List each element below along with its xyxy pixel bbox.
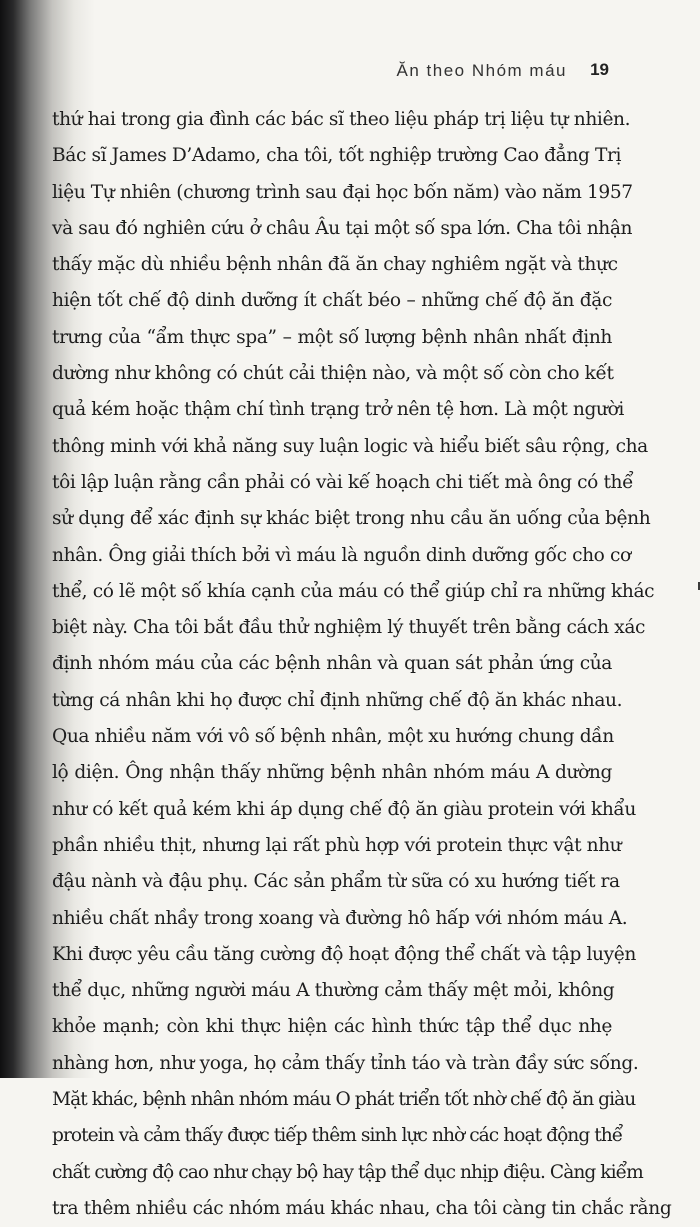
text-line: thể dục, những người máu A thường cảm thấy mệt mỏi, không xyxy=(52,980,615,1002)
text-line: thông minh với khả năng suy luận logic và hiểu biết sâu rộng, cha xyxy=(52,435,648,457)
text-line: quả kém hoặc thậm chí tình trạng trở nên tệ hơn. Là một người xyxy=(52,399,624,421)
text-line: định nhóm máu của các bệnh nhân và quan sát phản ứng của xyxy=(52,653,612,675)
text-line: biệt này. Cha tôi bắt đầu thử nghiệm lý thuyết trên bằng cách xác xyxy=(52,617,646,639)
text-line: trưng của “ẩm thực spa” – một số lượng bệnh nhân nhất định xyxy=(52,326,612,348)
text-line: thứ hai trong gia đình các bác sĩ theo liệu pháp trị liệu tự nhiên. xyxy=(52,109,631,130)
text-line: nhân. Ông giải thích bởi vì máu là nguồn dinh dưỡng gốc cho cơ xyxy=(52,544,631,566)
page-header xyxy=(0,58,700,86)
text-line: hiện tốt chế độ dinh dưỡng ít chất béo – những chế độ ăn đặc xyxy=(52,290,612,312)
text-line: đậu nành và đậu phụ. Các sản phẩm từ sữa có xu hướng tiết ra xyxy=(52,871,620,893)
text-line: lộ diện. Ông nhận thấy những bệnh nhân nhóm máu A dường xyxy=(52,762,612,784)
text-line: thể, có lẽ một số khía cạnh của máu có thể giúp chỉ ra những khác xyxy=(52,580,655,602)
text-line: từng cá nhân khi họ được chỉ định những chế độ ăn khác nhau. xyxy=(52,689,623,711)
text-line: tôi lập luận rằng cần phải có vài kế hoạch chi tiết mà ông có thể xyxy=(52,471,634,493)
text-line: Qua nhiều năm với vô số bệnh nhân, một xu hướng chung dần xyxy=(52,726,614,748)
text-line: nhiều chất nhầy trong xoang và đường hô hấp với nhóm máu A. xyxy=(52,907,628,929)
text-line: Mặt khác, bệnh nhân nhóm máu O phát triển tốt nhờ chế độ ăn giàu xyxy=(52,1089,636,1111)
text-line: tra thêm nhiều các nhóm máu khác nhau, cha tôi càng tin chắc rằng xyxy=(52,1197,672,1219)
text-line: liệu Tự nhiên (chương trình sau đại học bốn năm) vào năm 1957 xyxy=(52,181,633,203)
body-text xyxy=(52,102,672,1227)
text-line: dường như không có chút cải thiện nào, và một số còn cho kết xyxy=(52,363,614,385)
text-line: như có kết quả kém khi áp dụng chế độ ăn giàu protein với khẩu xyxy=(52,798,636,820)
running-title: Ăn theo Nhóm máu xyxy=(396,61,567,80)
text-line: khỏe mạnh; còn khi thực hiện các hình thức tập thể dục nhẹ xyxy=(52,1016,612,1038)
text-line: thấy mặc dù nhiều bệnh nhân đã ăn chay nghiêm ngặt và thực xyxy=(52,254,618,276)
text-line: phần nhiều thịt, nhưng lại rất phù hợp với protein thực vật như xyxy=(52,834,622,856)
text-line: và sau đó nghiên cứu ở châu Âu tại một số spa lớn. Cha tôi nhận xyxy=(52,217,633,239)
text-line: chất cường độ cao như chạy bộ hay tập thể dục nhịp điệu. Càng kiểm xyxy=(52,1161,643,1183)
text-line: Khi được yêu cầu tăng cường độ hoạt động thể chất và tập luyện xyxy=(52,943,636,965)
text-line: sử dụng để xác định sự khác biệt trong nhu cầu ăn uống của bệnh xyxy=(52,508,651,530)
text-line: nhàng hơn, như yoga, họ cảm thấy tỉnh táo và tràn đầy sức sống. xyxy=(52,1052,639,1074)
page-number: 19 xyxy=(590,60,609,79)
text-line: Bác sĩ James D’Adamo, cha tôi, tốt nghiệp trường Cao đẳng Trị xyxy=(52,145,621,167)
text-line: protein và cảm thấy được tiếp thêm sinh lực nhờ các hoạt động thể xyxy=(52,1125,623,1147)
